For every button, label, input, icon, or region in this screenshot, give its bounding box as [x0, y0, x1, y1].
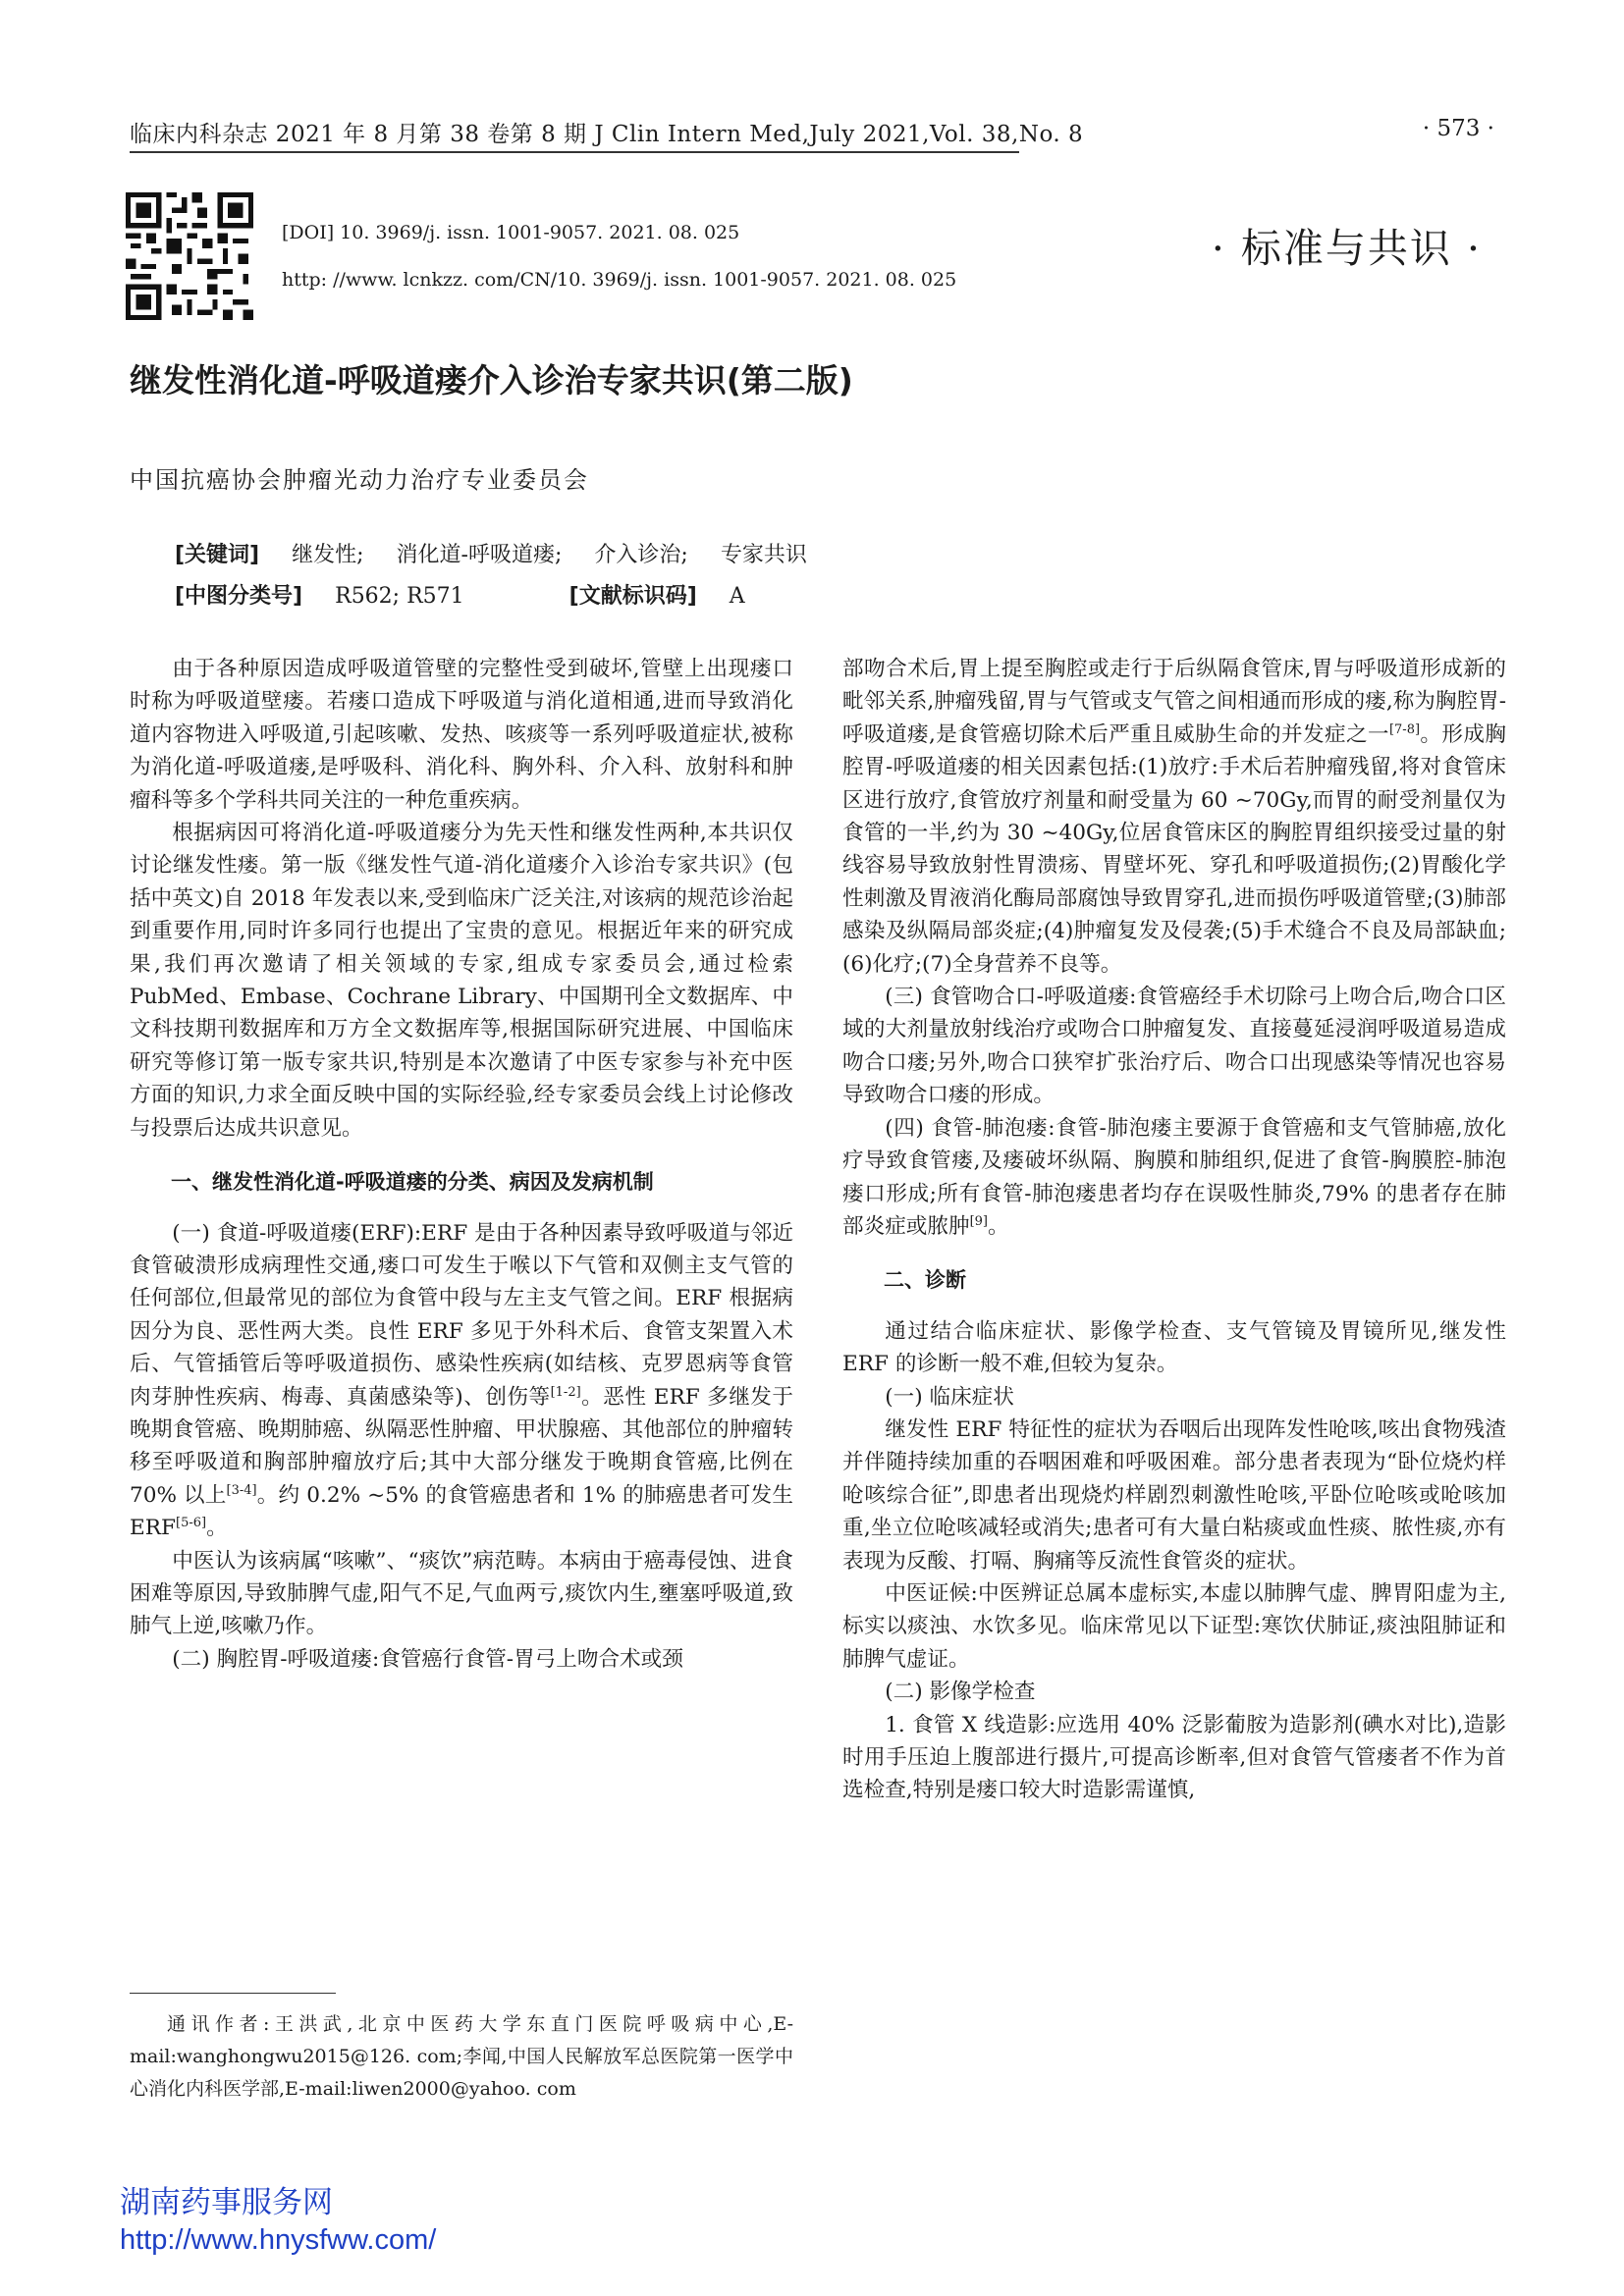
subsection-heading: (一) 临床症状 [885, 1384, 1014, 1410]
keyword-item: 继发性; [292, 543, 364, 567]
section-heading: 一、继发性消化道-呼吸道瘘的分类、病因及发病机制 [171, 1170, 654, 1195]
citation: [7-8] [1388, 721, 1421, 737]
text-run: 。约 0.2% ~5% 的食管癌患者和 1% 的肺癌患者可发生 ERF [130, 1482, 793, 1541]
text-run: 部吻合术后,胃上提至胸腔或走行于后纵隔食管床,胃与呼吸道形成新的毗邻关系,肿瘤残留,胃与气管或支气管之间相通而形成的瘘,称为胸腔胃-呼吸道瘘,是食管癌切除术后严重且威胁生命的并发症之一 [842, 657, 1506, 747]
running-header [130, 116, 1494, 155]
page-number: · 573 · [1422, 116, 1494, 141]
watermark-url[interactable]: http://www.hnysfww.com/ [120, 2224, 437, 2256]
right-column [842, 653, 1506, 1807]
paragraph: (二) 胸腔胃-呼吸道瘘:食管癌行食管-胃弓上吻合术或颈 [172, 1646, 683, 1672]
doi-line: [DOI] 10. 3969/j. issn. 1001-9057. 2021. 08. 025 [282, 222, 740, 243]
article-title: 继发性消化道-呼吸道瘘介入诊治专家共识(第二版) [130, 361, 853, 400]
keyword-item: 专家共识 [720, 543, 807, 567]
watermark [120, 2183, 436, 2258]
paragraph: 中医认为该病属“咳嗽”、“痰饮”病范畴。本病由于癌毒侵蚀、进食困难等原因,导致肺脾气虚,阳气不足,气血两亏,痰饮内生,壅塞呼吸道,致肺气上逆,咳嗽乃作。 [130, 1548, 793, 1639]
text-run: 。形成胸腔胃-呼吸道瘘的相关因素包括:(1)放疗:手术后若肿瘤残留,将对食管床区进行放疗,食管放疗剂量和耐受量为 60 ~70Gy,而胃的耐受剂量仅为食管的一半,约为 30 ~40Gy,位居食管床区的胸腔胃组织接受过量的射线容易导致放射性胃溃疡、胃壁坏死、穿孔和呼吸道损伤;(2)胃酸化学性刺激及胃液消化酶局部腐蚀导致胃穿孔,进而损伤呼吸道管壁;(3)肺部感染及纵隔局部炎症;(4)肿瘤复发及侵袭;(5)手术缝合不良及局部缺血;(6)化疗;(7)全身营养不良等。 [842, 721, 1506, 977]
header-rule [130, 151, 1019, 153]
text-run: 。 [206, 1516, 228, 1541]
classification-line [175, 579, 745, 610]
doc-value: A [729, 584, 745, 609]
paragraph: 由于各种原因造成呼吸道管壁的完整性受到破坏,管壁上出现瘘口时称为呼吸道壁瘘。若瘘口造成下呼吸道与消化道相通,进而导致消化道内容物进入呼吸道,引起咳嗽、发热、咳痰等一系列呼吸道症状,被称为消化道-呼吸道瘘,是呼吸科、消化科、胸外科、介入科、放射科和肿瘤科等多个学科共同关注的一种危重疾病。 [130, 657, 793, 813]
footnote-rule [130, 1993, 336, 1994]
watermark-name: 湖南药事服务网 [120, 2185, 333, 2219]
keywords-label: [关键词] [175, 543, 260, 567]
paragraph [130, 1217, 793, 1545]
paragraph [842, 1112, 1506, 1244]
paragraph: 通过结合临床症状、影像学检查、支气管镜及胃镜所见,继发性 ERF 的诊断一般不难,但较为复杂。 [842, 1318, 1506, 1377]
paragraph [842, 653, 1506, 981]
class-value: R562; R571 [335, 584, 464, 609]
text-run: 。恶性 ERF 多继发于晚期食管癌、晚期肺癌、纵隔恶性肿瘤、甲状腺癌、其他部位的肿瘤转移至呼吸道和胸部肿瘤放疗后;其中大部分继发于晚期食管癌,比例在 70% 以上 [130, 1384, 793, 1508]
text-run: (一) 食道-呼吸道瘘(ERF):ERF 是由于各种因素导致呼吸道与邻近食管破溃形成病理性交通,瘘口可发生于喉以下气管和双侧主支气管的任何部位,但最常见的部位为食管中段与左主支气管之间。ERF 根据病因分为良、恶性两大类。良性 ERF 多见于外科术后、食管支架置入术后、气管插管后等呼吸道损伤、感染性疾病(如结核、克罗恩病等食管肉芽肿性疾病、梅毒、真菌感染等)、创伤等 [130, 1220, 793, 1410]
paragraph: (三) 食管吻合口-呼吸道瘘:食管癌经手术切除弓上吻合后,吻合口区域的大剂量放射线治疗或吻合口肿瘤复发、直接蔓延浸润呼吸道易造成吻合口瘘;另外,吻合口狭窄扩张治疗后、吻合口出现感染等情况也容易导致吻合口瘘的形成。 [842, 985, 1506, 1108]
paragraph: 中医证候:中医辨证总属本虚标实,本虚以肺脾气虚、脾胃阳虚为主,标实以痰浊、水饮多见。临床常见以下证型:寒饮伏肺证,痰浊阻肺证和肺脾气虚证。 [842, 1580, 1506, 1672]
class-label: [中图分类号] [175, 584, 303, 609]
citation: [1-2] [550, 1384, 581, 1400]
left-column [130, 653, 793, 1676]
keyword-item: 消化道-呼吸道瘘; [396, 543, 563, 567]
corresponding-author-footnote: 通讯作者:王洪武,北京中医药大学东直门医院呼吸病中心,E-mail:wanghongwu2015@126. com;李闻,中国人民解放军总医院第一医学中心消化内科医学部,E-mail:liwen2000@yahoo. com [130, 2013, 793, 2100]
keywords-line [175, 538, 807, 568]
article-url[interactable]: http: //www. lcnkzz. com/CN/10. 3969/j. issn. 1001-9057. 2021. 08. 025 [282, 269, 957, 291]
subsection-heading: (二) 影像学检查 [885, 1680, 1036, 1705]
journal-line: 临床内科杂志 2021 年 8 月第 38 卷第 8 期 J Clin Intern Med,July 2021,Vol. 38,No. 8 [130, 122, 1084, 147]
doc-label: [文献标识码] [568, 584, 697, 609]
paragraph: 根据病因可将消化道-呼吸道瘘分为先天性和继发性两种,本共识仅讨论继发性瘘。第一版《继发性气道-消化道瘘介入诊治专家共识》(包括中英文)自 2018 年发表以来,受到临床广泛关注,对该病的规范诊治起到重要作用,同时许多同行也提出了宝贵的意见。根据近年来的研究成果,我们再次邀请了相关领域的专家,组成专家委员会,通过检索 PubMed、Embase、Cochrane Library、中国期刊全文数据库、中文科技期刊数据库和万方全文数据库等,根据国际研究进展、中国临床研究等修订第一版专家共识,特别是本次邀请了中医专家参与补充中医方面的知识,力求全面反映中国的实际经验,经专家委员会线上讨论修改与投票后达成共识意见。 [130, 821, 793, 1141]
paragraph: 1. 食管 X 线造影:应选用 40% 泛影葡胺为造影剂(碘水对比),造影时用手压迫上腹部进行摄片,可提高诊断率,但对食管气管瘘者不作为首选检查,特别是瘘口较大时造影需谨慎, [842, 1712, 1506, 1803]
text-run: (四) 食管-肺泡瘘:食管-肺泡瘘主要源于食管癌和支气管肺癌,放化疗导致食管瘘,及瘘破坏纵隔、胸膜和肺组织,促进了食管-胸膜腔-肺泡瘘口形成;所有食管-肺泡瘘患者均存在误吸性肺炎,79% 的患者存在肺部炎症或脓肿 [842, 1115, 1506, 1239]
citation: [9] [969, 1213, 988, 1229]
article-authors: 中国抗癌协会肿瘤光动力治疗专业委员会 [130, 466, 589, 494]
keyword-item: 介入诊治; [594, 543, 688, 567]
qr-code-icon [126, 192, 253, 320]
citation: [3-4] [226, 1482, 257, 1498]
section-heading: 二、诊断 [884, 1268, 966, 1293]
text-run: 。 [988, 1213, 1009, 1239]
paragraph: 继发性 ERF 特征性的症状为吞咽后出现阵发性呛咳,咳出食物残渣并伴随持续加重的吞咽困难和呼吸困难。部分患者表现为“卧位烧灼样呛咳综合征”,即患者出现烧灼样剧烈刺激性呛咳,平卧位呛咳或呛咳加重,坐立位呛咳减轻或消失;患者可有大量白粘痰或血性痰、脓性痰,亦有表现为反酸、打嗝、胸痛等反流性食管炎的症状。 [842, 1416, 1506, 1574]
citation: [5-6] [176, 1515, 207, 1530]
section-tag: · 标准与共识 · [1211, 225, 1482, 272]
